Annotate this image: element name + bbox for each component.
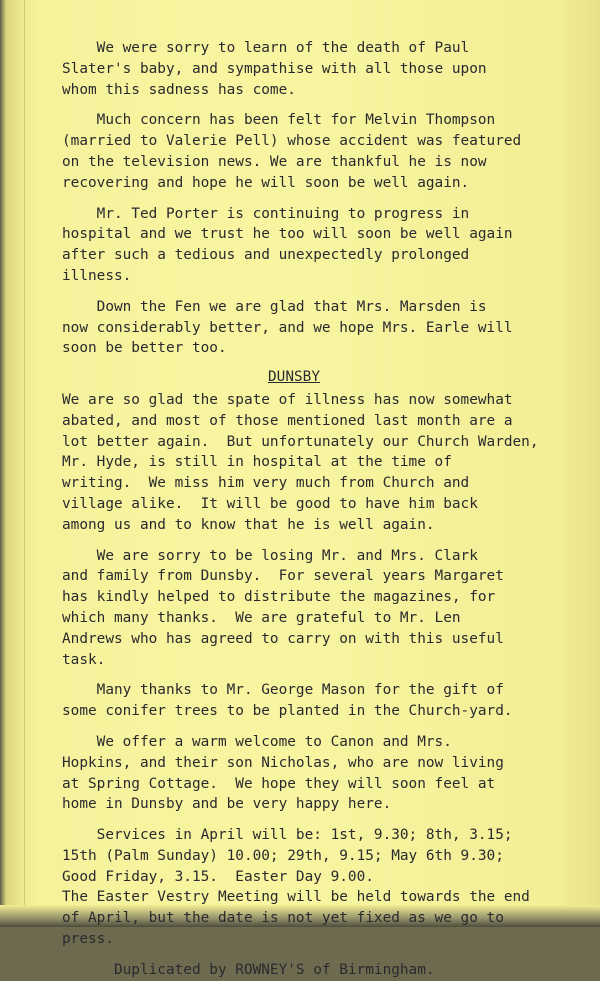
text-line: (married to Valerie Pell) whose accident was featured xyxy=(62,133,522,150)
text-line: lot better again. But unfortunately our Church Warden, xyxy=(62,433,539,450)
paragraph-clark-family xyxy=(62,546,590,671)
text-line: illness. xyxy=(62,267,132,284)
text-line: We offer a warm welcome to Canon and Mrs. xyxy=(62,733,452,750)
text-line: among us and to know that he is well again. xyxy=(62,516,435,533)
text-line: Services in April will be: 1st, 9.30; 8th, 3.15; xyxy=(62,827,513,844)
text-line: task. xyxy=(62,651,106,668)
dunsby-section xyxy=(62,390,590,950)
text-line: some conifer trees to be planted in the Church-yard. xyxy=(62,703,513,720)
text-line: on the television news. We are thankful he is now xyxy=(62,153,487,170)
text-line: Slater's baby, and sympathise with all those upon xyxy=(62,60,487,77)
text-line: Mr. Ted Porter is continuing to progress in xyxy=(62,205,470,222)
text-line: soon be better too. xyxy=(62,340,227,357)
text-line: The Easter Vestry Meeting will be held towards the end xyxy=(62,889,530,906)
paragraph-welcome-canon xyxy=(62,732,590,815)
intro-section xyxy=(62,38,590,359)
text-line: of April, but the date is not yet fixed as we go to xyxy=(62,910,504,927)
footer-printer-credit: Duplicated by ROWNEY'S of Birmingham. xyxy=(62,961,435,978)
section-heading-dunsby: DUNSBY xyxy=(268,369,320,386)
paragraph-ted-porter xyxy=(62,204,590,287)
text-line: Good Friday, 3.15. Easter Day 9.00. xyxy=(62,868,374,885)
paper-fold-edge xyxy=(0,0,25,927)
paragraph-services-april xyxy=(62,825,590,950)
text-line: abated, and most of those mentioned last month are a xyxy=(62,412,513,429)
text-line: now considerably better, and we hope Mrs. Earle will xyxy=(62,319,513,336)
text-line: whom this sadness has come. xyxy=(62,81,296,98)
text-line: Many thanks to Mr. George Mason for the gift of xyxy=(62,682,504,699)
text-line: recovering and hope he will soon be well again. xyxy=(62,174,470,191)
text-line: Much concern has been felt for Melvin Thompson xyxy=(62,112,496,129)
paragraph-paul-slater xyxy=(62,38,590,100)
text-line: press. xyxy=(62,931,114,948)
text-line: has kindly helped to distribute the magazines, for xyxy=(62,589,496,606)
text-line: We were sorry to learn of the death of Paul xyxy=(62,40,470,56)
text-line: We are so glad the spate of illness has now somewhat xyxy=(62,391,513,408)
text-line: writing. We miss him very much from Church and xyxy=(62,475,470,492)
text-line: village alike. It will be good to have him back xyxy=(62,495,478,512)
text-line: after such a tedious and unexpectedly prolonged xyxy=(62,247,470,264)
text-line: 15th (Palm Sunday) 10.00; 29th, 9.15; May 6th 9.30; xyxy=(62,847,504,864)
paragraph-illness-abated xyxy=(62,390,590,536)
text-line: which many thanks. We are grateful to Mr. Len xyxy=(62,609,461,626)
page-text xyxy=(62,38,590,981)
text-line: Hopkins, and their son Nicholas, who are now living xyxy=(62,754,504,771)
text-line: Andrews who has agreed to carry on with this useful xyxy=(62,630,504,647)
paragraph-down-the-fen xyxy=(62,297,590,359)
text-line: and family from Dunsby. For several years Margaret xyxy=(62,568,504,585)
text-line: at Spring Cottage. We hope they will soon feel at xyxy=(62,775,496,792)
text-line: home in Dunsby and be very happy here. xyxy=(62,796,392,813)
text-line: Down the Fen we are glad that Mrs. Marsden is xyxy=(62,298,487,315)
text-line: We are sorry to be losing Mr. and Mrs. Clark xyxy=(62,547,478,564)
text-line: Mr. Hyde, is still in hospital at the time of xyxy=(62,454,452,471)
text-line: hospital and we trust he too will soon be well again xyxy=(62,226,513,243)
paragraph-melvin-thompson xyxy=(62,110,590,193)
paragraph-conifer-trees xyxy=(62,680,590,722)
